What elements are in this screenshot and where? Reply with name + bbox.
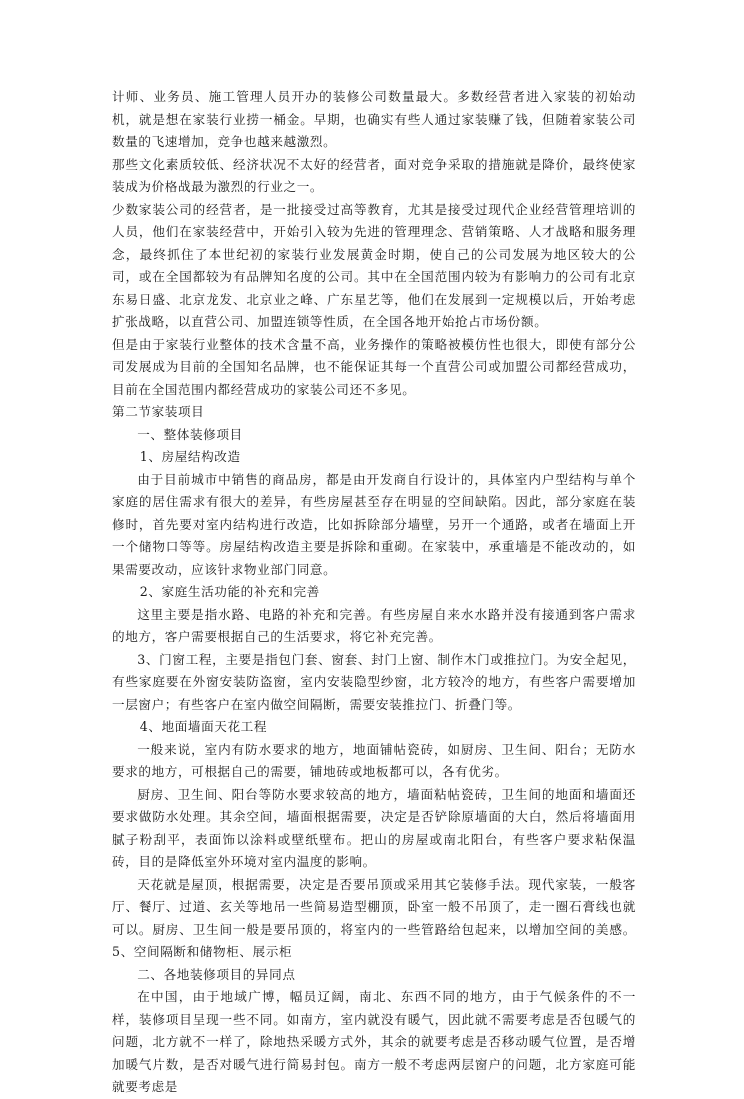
paragraph: 这里主要是指水路、电路的补充和完善。有些房屋自来水水路并没有接通到客户需求的地方，客户需要根据自己的生活要求，将它补充完善。 — [112, 606, 636, 644]
item-heading: 2、家庭生活功能的补充和完善 — [139, 584, 320, 599]
paragraph: 少数家装公司的经营者，是一批接受过高等教育，尤其是接受过现代企业经营管理培训的人员，他们在家装经营中，开始引入较为先进的管理理念、营销策略、人才战略和服务理念，最终抓住了本世纪初的家装行业发展黄金时期，使自己的公司发展为地区较大的公司，或在全国都较为有品牌知名度的公司。其中在全国范围内较为有影响力的公司有北京东易日盛、北京龙发、北京业之峰、广东星艺等，他们在发展到一定规模以后，开始考虑扩张战略，以直营公司、加盟连锁等性质，在全国各地开始抢占市场份额。 — [112, 201, 636, 329]
item-heading: 4、地面墙面天花工程 — [139, 719, 268, 734]
paragraph: 一般来说，室内有防水要求的地方，地面铺帖瓷砖，如厨房、卫生间、阳台；无防水要求的地方，可根据自己的需要，铺地砖或地板都可以，各有优劣。 — [112, 741, 636, 779]
paragraph: 计师、业务员、施工管理人员开办的装修公司数量最大。多数经营者进入家装的初始动机，就是想在家装行业捞一桶金。早期，也确实有些人通过家装赚了钱，但随着家装公司数量的飞速增加，竞争也越来越激烈。 — [112, 89, 636, 149]
subsection-heading: 一、整体装修项目 — [137, 426, 243, 442]
paragraph: 在中国，由于地域广博，幅员辽阔，南北、东西不同的地方，由于气候条件的不一样，装修项目呈现一些不同。如南方，室内就没有暖气，因此就不需要考虑是否包暖气的问题，北方就不一样了，除地热采暖方式外，其余的就要考虑是否移动暖气位置，是否增加暖气片数，是否对暖气进行简易封包。南方一般不考虑两层窗户的问题，北方家庭可能就要考虑是 — [112, 989, 636, 1094]
paragraph: 天花就是屋顶，根据需要，决定是否要吊顶或采用其它装修手法。现代家装，一般客厅、餐厅、过道、玄关等地吊一些简易造型棚顶，卧室一般不吊顶了，走一圈石膏线也就可以。厨房、卫生间一般是要吊顶的，将室内的一些管路给包起来，以增加空间的美感。5、空间隔断和储物柜、展示柜 — [112, 876, 636, 959]
paragraph: 那些文化素质较低、经济状况不太好的经营者，面对竞争采取的措施就是降价，最终使家装成为价格战最为激烈的行业之一。 — [112, 156, 636, 194]
paragraph: 由于目前城市中销售的商品房，都是由开发商自行设计的，具体室内户型结构与单个家庭的居住需求有很大的差异，有些房屋甚至存在明显的空间缺陷。因此，部分家庭在装修时，首先要对室内结构进行改造，比如拆除部分墙壁，另开一个通路，或者在墙面上开一个储物口等等。房屋结构改造主要是拆除和重砌。在家装中，承重墙是不能改动的，如果需要改动，应该针求物业部门同意。 — [112, 471, 636, 577]
item-heading: 1、房屋结构改造 — [139, 449, 241, 464]
section-heading: 第二节家装项目 — [112, 404, 205, 419]
paragraph: 厨房、卫生间、阳台等防水要求较高的地方，墙面粘帖瓷砖，卫生间的地面和墙面还要求做防水处理。其余空间，墙面根据需要，决定是否铲除原墙面的大白，然后将墙面用腻子粉刮平，表面饰以涂料或壁纸壁布。把山的房屋或南北阳台，有些客户要求粘保温砖，目的是降低室外环境对室内温度的影响。 — [112, 786, 636, 869]
paragraph: 但是由于家装行业整体的技术含量不高，业务操作的策略被模仿性也很大，即使有部分公司发展成为目前的全国知名品牌，也不能保证其每一个直营公司或加盟公司都经营成功，目前在全国范围内都经营成功的家装公司还不多见。 — [112, 336, 636, 397]
subsection-heading: 二、各地装修项目的异同点 — [137, 966, 296, 982]
paragraph: 3、门窗工程，主要是指包门套、窗套、封门上窗、制作木门或推拉门。为安全起见，有些家庭要在外窗安装防盗窗，室内安装隐型纱窗，北方较冷的地方，有些客户需要增加一层窗户；有些客户在室内做空间隔断，需要安装推拉门、折叠门等。 — [112, 651, 636, 712]
